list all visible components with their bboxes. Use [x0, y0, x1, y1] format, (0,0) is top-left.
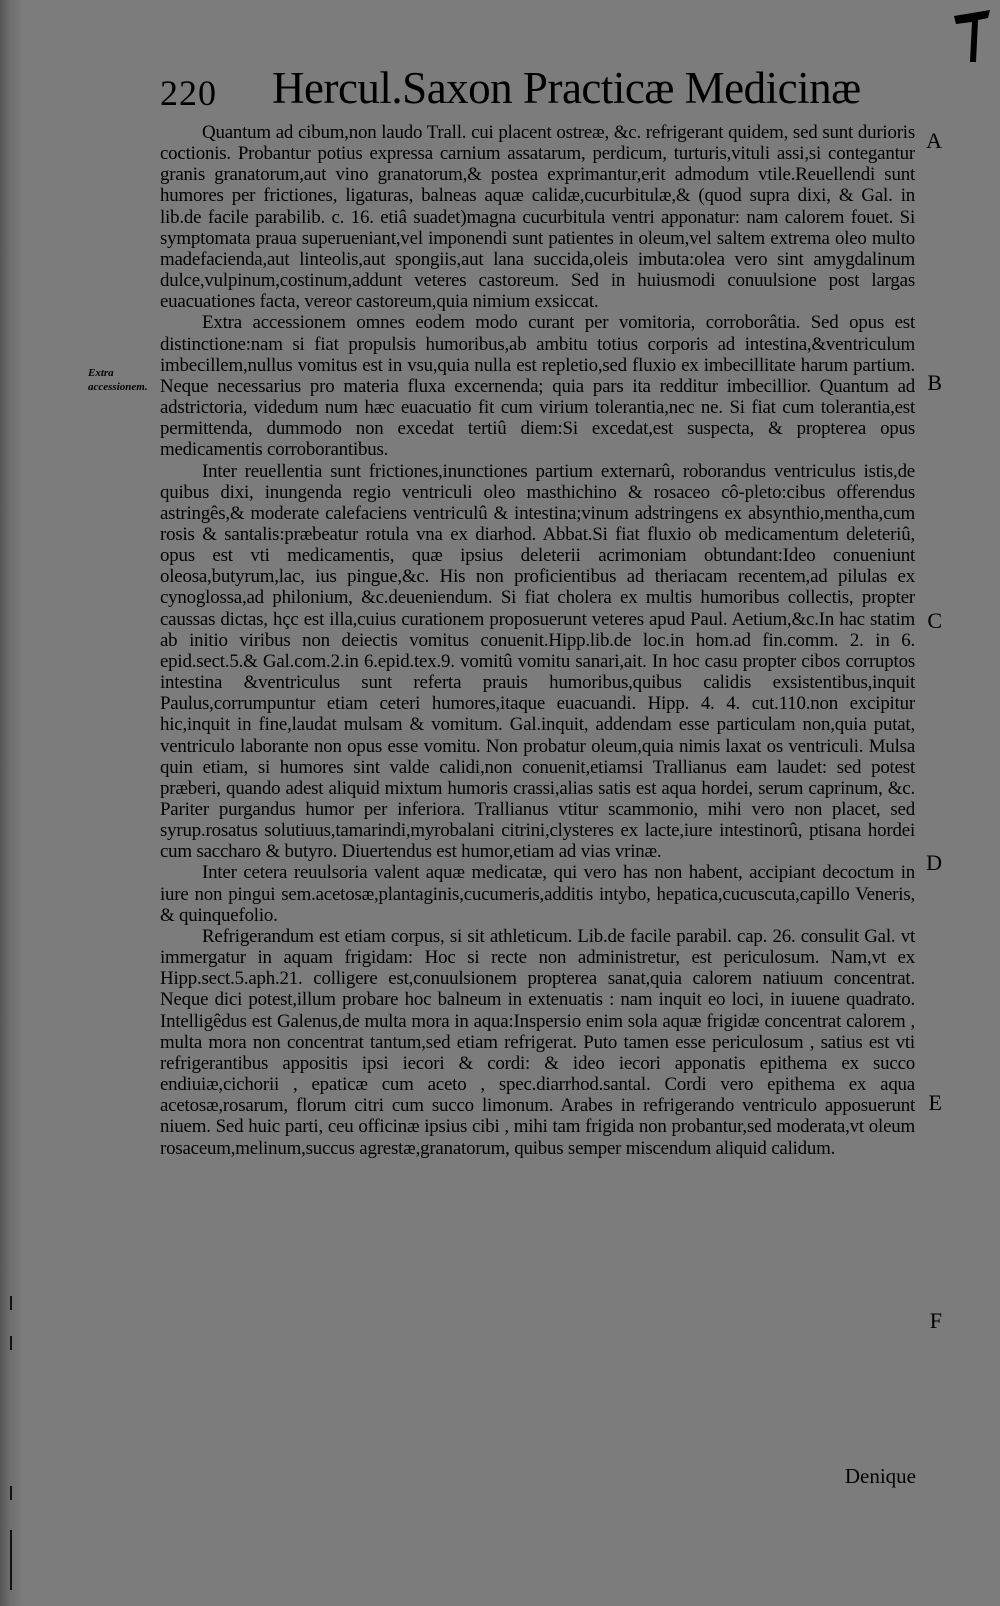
page-header: [160, 62, 860, 122]
main-text: [160, 122, 915, 1159]
edge-mark: [10, 1336, 12, 1350]
paragraph: Inter cetera reuulsoria valent aquæ medicatæ, qui vero has non habent, accipiant decoctum in iure non pingui sem.acetosæ,plantaginis,cucumeris,additis intybo, hepatica,cucuscuta,capillo Veneris, & quinquefolio.: [160, 862, 915, 926]
paragraph: Extra accessionem omnes eodem modo curant per vomitoria, corroborâtia. Sed opus est distinctione:nam si fiat propulsis humoribus,ab ambitu totius corporis ad intestina,&ventriculum imbecillem,nullus vomitus est in vsu,quia nulla est repletio,sed fluxio ex imbecillitate harum partium. Neque necessarius pro materia fluxa excernenda; quia pars ita redditur imbecillior. Quantum ad adstrictoria, videdum num hæc euacuatio fit cum virium tolerantia,nec ne. Si fiat cum tolerantia,est permittenda, dummodo non excedat tertiû diem:Si excedat,est suspecta, & propterea opus medicamentis corroborantibus.: [160, 312, 915, 461]
paragraph: Inter reuellentia sunt frictiones,inunctiones partium externarû, roborandus ventriculus istis,de quibus dixi, inungenda regio ventriculi oleo masthichino & rosaceo cô-pleto:cibus offerendus astringês,& moderate calefaciens ventriculû & intestina;vinum adstringens ex absynthio,mentha,cum rosis & santalis:præbeatur rotula vna ex diarhod. Abbat.Si fiat fluxio ob medicamentum deleteriû, opus est vti medicamentis, quæ ipsius deleterii acrimoniam obtundant:Ideo conueniunt oleosa,butyrum,lac, ius pingue,&c. His non proficientibus ad theriacam recentem,ad pilulas ex cynoglossa,ad philonium, &c.deueniendum. Si fiat cholera ex multis humoribus collectis, propter caussas dictas, hçc est illa,cuius curationem proposuerunt veteres apud Paul. Aetium,&c.In hac statim ab initio viribus non deiectis vomitus conuenit.Hipp.lib.de loc.in hom.ad fin.comm. 2. in 6. epid.sect.5.& Gal.com.2.in 6.epid.tex.9. vomitû vomitu sanari,ait. In hoc casu propter cibos corruptos intestina &ventriculus sunt referta prauis humoribus,quibus calidis exsistentibus,inquit Paulus,corrumpuntur etiam ceteri humores,itaque euacuandi. Hipp. 4. 4. cut.110.non excipitur hic,inquit in fine,laudat mulsam & vomitum. Gal.inquit, addendam esse particulam non,quia putat, ventriculo laborante non opus esse vomitu. Non probatur oleum,quia nimis laxat os ventriculi. Mulsa quin etiam, si humores sint valde calidi,non conuenit,etiamsi Trallianus eam laudet: sed potest præberi, quando adest aliquid mixtum humoris crassi,alias satis est aqua hordei, serum caprinum, &c. Pariter purgandus humor per inferiora. Trallianus vtitur scammonio, mihi vero non placet, sed syrup.rosatus solutiuus,tamarindi,myrobalani citrini,clysteres ex lacte,iure intestinorû, ptisana hordei cum saccharo & butyro. Diuertendus est humor,etiam ad vias vrinæ.: [160, 460, 915, 863]
scan-gutter-edge: [0, 0, 24, 1606]
paragraph: Quantum ad cibum,non laudo Trall. cui placent ostreæ, &c. refrigerant quidem, sed sunt durioris coctionis. Probantur potius expressa carnium assatarum, perdicum, turturis,vituli assi,si contegantur granis granatorum,aut vino granatorum,& postea exprimantur,erit admodum vtile.Reuellendi sunt humores per frictiones, ligaturas, balneas aquæ calidæ,cucurbitulæ,& (quod supra dixi, & Gal. in lib.de facile parabilib. c. 16. etiâ suadet)magna cucurbitula ventri apponatur: nam calorem fouet. Si symptomata praua superueniant,vel imponendi sunt patientes in oleum,vel saltem extrema oleo multo madefacienda,aut linteolis,aut spongiis,aut lana succida,oleis imbuta:olea vero sint amygdalinum dulce,vulpinum,costinum,addunt veteres castoreum. Sed in huiusmodi conuulsione post largas euacuationes facta, vereor castoreum,quia nimium exsiccat.: [160, 122, 915, 313]
paragraph: Refrigerandum est etiam corpus, si sit athleticum. Lib.de facile parabil. cap. 26. consulit Gal. vt immergatur in aquam frigidam: Hoc si recte non administretur, est periculosum. Nam,vt ex Hipp.sect.5.aph.21. colligere est,conuulsionem propterea sanat,quia calorem natiuum concentrat. Neque dici potest,illum probare hoc balneum in extenuatis : nam inquit eo loci, in iuuene quadrato. Intelligêdus est Galenus,de multa mora in aqua:Inspersio enim sola aquæ frigidæ concentrat calorem , multa mora non concentrat tantum,sed etiam refrigerat. Puto tamen esse periculosum , satius est vti refrigerantibus appositis ipsi iecori & cordi: & ideo iecori apponatis epithema ex succo endiuiæ,cichorii , epaticæ cum aceto , spec.diarrhod.santal. Cordi vero epithema ex aqua acetosæ,rosarum, florum citri cum succo limonum. Arabes in refrigerando ventriculo apposuerunt niuem. Sed huic parti, ceu officinæ ipsius cibi , mihi tam frigida non probantur,sed moderata,vt oleum rosaceum,melinum,succus agrestæ,granatorum, quibus semper miscendum aliquid calidum.: [160, 925, 915, 1159]
edge-mark: [10, 1296, 12, 1310]
margin-letter-b: B: [927, 370, 942, 395]
catchword: Denique: [844, 1464, 916, 1488]
margin-letter-e: E: [928, 1090, 942, 1115]
page-number: 220: [160, 73, 217, 113]
margin-letter-d: D: [926, 850, 942, 875]
marginal-note: Extra accessionem.: [88, 367, 148, 393]
edge-mark: [10, 1486, 12, 1500]
corner-ink-mark-icon: [952, 6, 992, 66]
running-title: Hercul.Saxon Practicæ Medicinæ: [272, 63, 861, 113]
margin-letter-f: F: [929, 1308, 942, 1333]
margin-letter-a: A: [926, 128, 942, 153]
edge-mark: [10, 1530, 12, 1590]
margin-letter-c: C: [927, 608, 942, 633]
